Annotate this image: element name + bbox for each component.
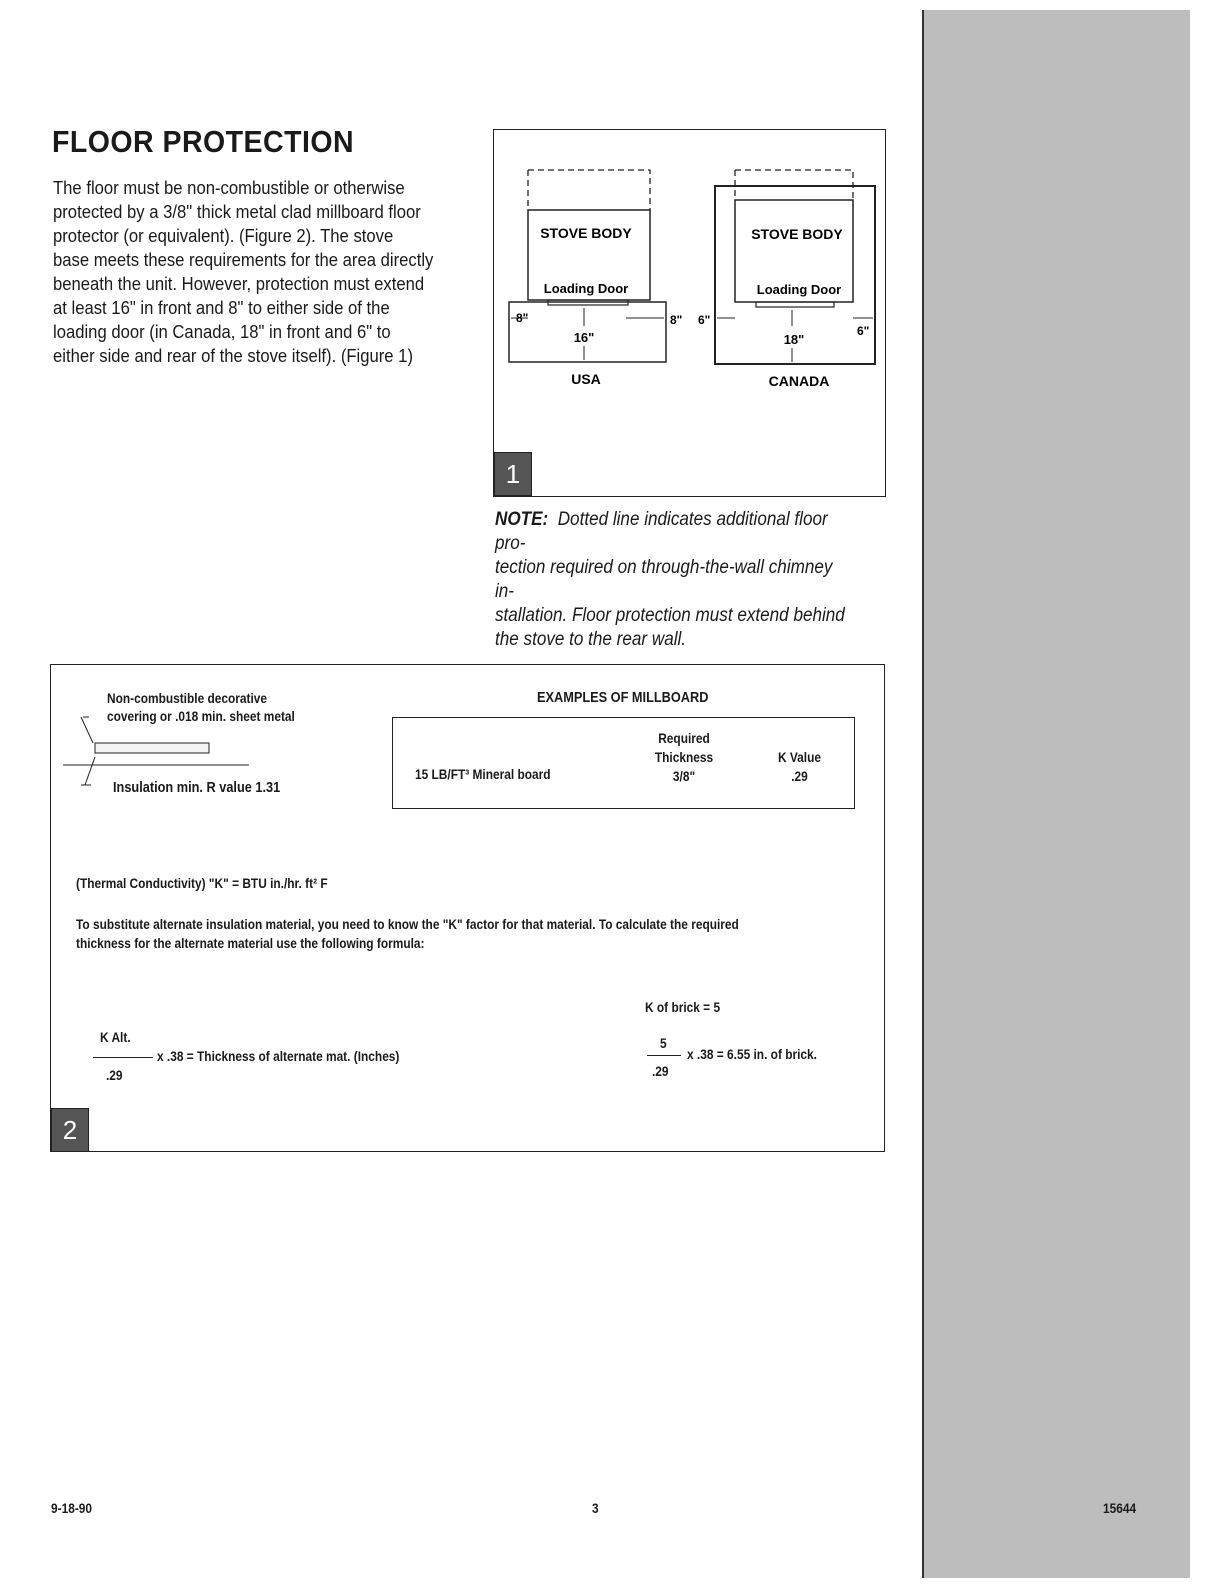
substitute-line: thickness for the alternate material use the following formula:: [76, 935, 425, 951]
figure-1: [493, 129, 886, 497]
table-k-value: .29: [791, 768, 808, 784]
intro-line: loading door (in Canada, 18" in front and 6" to: [53, 321, 391, 342]
note-line: the stove to the rear wall.: [495, 629, 687, 650]
usa-door-label: Loading Door: [543, 281, 629, 296]
substitute-line: To substitute alternate insulation material, you need to know the "K" factor for that material. To calculate the required: [76, 916, 739, 932]
canada-left-dim: 6": [698, 313, 711, 327]
example-fraction-bar: [647, 1055, 681, 1056]
gray-sidebar: [922, 10, 1190, 1578]
canada-caption: CANADA: [768, 373, 830, 389]
callout-leader-bottom: [85, 757, 95, 785]
intro-line: base meets these requirements for the area directly: [53, 249, 434, 270]
substitute-text: [76, 915, 739, 953]
canada-front-dim: 18": [783, 332, 805, 347]
intro-line: either side and rear of the stove itself). (Figure 1): [53, 345, 413, 366]
header-line: Required: [658, 730, 710, 746]
intro-line: protector (or equivalent). (Figure 2). The stove: [53, 225, 394, 246]
example-denominator: .29: [652, 1063, 669, 1079]
footer-date: 9-18-90: [51, 1500, 93, 1516]
note-line: tection required on through-the-wall chimney in-: [495, 557, 833, 602]
example-numerator: 5: [660, 1035, 667, 1051]
callout-line: covering or .018 min. sheet metal: [107, 708, 295, 724]
figure-1-badge: 1: [494, 452, 532, 496]
millboard-table: [392, 717, 855, 809]
footer-doc-number: 15644: [1103, 1500, 1137, 1516]
intro-line: protected by a 3/8" thick metal clad millboard floor: [53, 201, 421, 222]
usa-caption: USA: [571, 371, 601, 387]
table-thickness: 3/8": [672, 768, 696, 784]
formula-fraction-bar: [93, 1057, 153, 1058]
intro-line: beneath the unit. However, protection must extend: [53, 273, 425, 294]
canada-right-dim: 6": [857, 324, 870, 338]
formula-rest: x .38 = Thickness of alternate mat. (Inches): [157, 1048, 400, 1064]
intro-line: at least 16" in front and 8" to either side of the: [53, 297, 390, 318]
usa-stove-label: STOVE BODY: [540, 225, 632, 241]
footer-page-number: 3: [592, 1500, 599, 1516]
intro-paragraph: [53, 176, 449, 368]
canada-door-label: Loading Door: [756, 282, 842, 297]
millboard-title: EXAMPLES OF MILLBOARD: [537, 689, 709, 706]
figure-2-badge: 2: [51, 1108, 89, 1152]
figure-note: [495, 508, 855, 652]
example-header: K of brick = 5: [645, 999, 721, 1015]
note-line: stallation. Floor protection must extend behind: [495, 605, 845, 626]
intro-line: The floor must be non-combustible or otherwise: [53, 177, 405, 198]
usa-left-dim: 8": [516, 311, 529, 325]
formula-numerator: K Alt.: [100, 1029, 131, 1045]
conductivity-definition: (Thermal Conductivity) "K" = BTU in./hr. ft² F: [76, 875, 328, 891]
usa-right-dim: 8": [670, 313, 683, 327]
usa-dashed-outline: [528, 170, 650, 210]
callout-leader-top: [81, 717, 93, 743]
header-line: K Value: [777, 749, 822, 765]
callout-line: Non-combustible decorative: [107, 690, 268, 706]
note-line: [495, 508, 855, 556]
usa-front-dim: 16": [573, 330, 595, 345]
insulation-label: Insulation min. R value 1.31: [113, 779, 281, 796]
example-rest: x .38 = 6.55 in. of brick.: [687, 1046, 817, 1062]
figure-1-diagram: [494, 130, 885, 496]
header-line: Thickness: [654, 749, 714, 765]
canada-stove-label: STOVE BODY: [751, 226, 843, 242]
formula-denominator: .29: [106, 1067, 123, 1083]
table-material: 15 LB/FT³ Mineral board: [415, 766, 551, 782]
page-title: FLOOR PROTECTION: [52, 124, 355, 159]
floor-layer: [95, 743, 209, 753]
note-line-text: Dotted line indicates additional floor pro-: [495, 509, 828, 554]
note-label: NOTE:: [495, 509, 549, 530]
